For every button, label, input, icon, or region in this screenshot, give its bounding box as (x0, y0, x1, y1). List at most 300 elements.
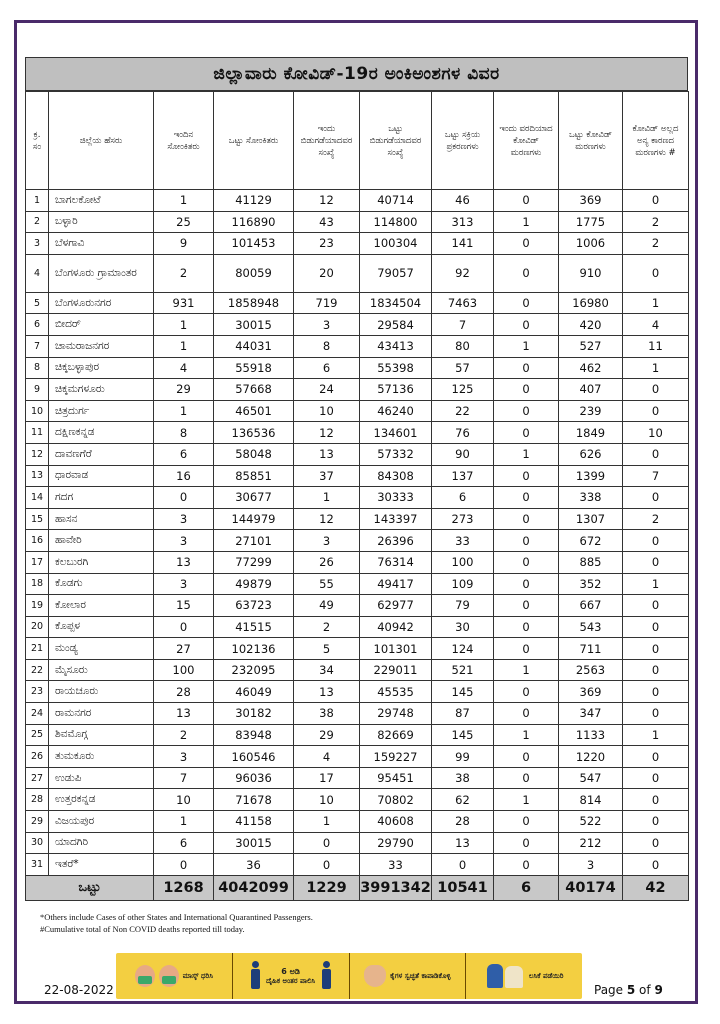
stat-cell: 352 (559, 573, 623, 595)
stat-cell: 57 (432, 357, 494, 379)
stat-cell: 49 (294, 595, 360, 617)
stat-cell: 0 (494, 703, 559, 725)
stat-cell: 46501 (214, 400, 294, 422)
stat-cell: 134601 (360, 422, 432, 444)
footnote-others: *Others include Cases of other States and International Quarantined Passengers. (40, 912, 313, 922)
stat-cell: 543 (559, 616, 623, 638)
stat-cell: 0 (494, 530, 559, 552)
table-row (26, 746, 689, 768)
stat-cell: 40608 (360, 811, 432, 833)
stat-cell: 124 (432, 638, 494, 660)
stat-cell: 10 (294, 789, 360, 811)
stat-cell: 672 (559, 530, 623, 552)
stat-cell: 49417 (360, 573, 432, 595)
stat-cell: 1 (494, 211, 559, 233)
stat-cell: 46240 (360, 400, 432, 422)
stat-cell: 0 (623, 638, 689, 660)
table-row (26, 487, 689, 509)
table-row (26, 551, 689, 573)
stat-cell: 0 (623, 767, 689, 789)
header-cell: ಇಂದು ಬಿಡುಗಡೆಯಾದವರ ಸಂಖ್ಯೆ (294, 92, 360, 190)
stat-cell: 667 (559, 595, 623, 617)
serial-number: 9 (26, 379, 49, 401)
table-row (26, 211, 689, 233)
stat-cell: 1775 (559, 211, 623, 233)
district-name: ಚಾಮರಾಜನಗರ (49, 335, 154, 357)
table-row (26, 443, 689, 465)
stat-cell: 100304 (360, 233, 432, 255)
stat-cell: 13 (432, 832, 494, 854)
total-cell: 42 (623, 875, 689, 900)
stat-cell: 55918 (214, 357, 294, 379)
stat-cell: 79057 (360, 254, 432, 292)
stat-cell: 0 (494, 508, 559, 530)
stat-cell: 55 (294, 573, 360, 595)
stat-cell: 0 (154, 487, 214, 509)
stat-cell: 2 (623, 233, 689, 255)
stat-cell: 10 (623, 422, 689, 444)
stat-cell: 3 (294, 314, 360, 336)
stat-cell: 1307 (559, 508, 623, 530)
stat-cell: 0 (494, 379, 559, 401)
stat-cell: 0 (494, 854, 559, 876)
total-pages: 9 (654, 983, 663, 997)
stat-cell: 101301 (360, 638, 432, 660)
stat-cell: 17 (294, 767, 360, 789)
page-title: ಜಿಲ್ಲಾವಾರು ಕೋವಿಡ್-19ರ ಅಂಕಿಅಂಶಗಳ ವಿವರ (25, 57, 688, 91)
table-row (26, 314, 689, 336)
stat-cell: 0 (494, 357, 559, 379)
stat-cell: 16 (154, 465, 214, 487)
stat-cell: 20 (294, 254, 360, 292)
mask-face-icon (159, 965, 179, 987)
stat-cell: 58048 (214, 443, 294, 465)
stat-cell: 1 (294, 811, 360, 833)
stat-cell: 159227 (360, 746, 432, 768)
vaccine-icon (485, 962, 525, 990)
district-name: ಧಾರವಾಡ (49, 465, 154, 487)
stat-cell: 13 (154, 703, 214, 725)
stat-cell: 313 (432, 211, 494, 233)
serial-number: 2 (26, 211, 49, 233)
stat-cell: 3 (154, 573, 214, 595)
banner-vaccine (465, 953, 582, 999)
stat-cell: 16980 (559, 292, 623, 314)
header-cell: ಕ್ರ. ಸಂ (26, 92, 49, 190)
stat-cell: 0 (494, 465, 559, 487)
stat-cell: 1849 (559, 422, 623, 444)
stat-cell: 30182 (214, 703, 294, 725)
district-name: ಚಿಕ್ಕಬಳ್ಳಾಪುರ (49, 357, 154, 379)
person-icon (319, 961, 333, 991)
serial-number: 3 (26, 233, 49, 255)
banner-mask-text: ಮಾಸ್ಕ್ ಧರಿಸಿ (182, 971, 213, 980)
stat-cell: 13 (294, 443, 360, 465)
stat-cell: 0 (623, 595, 689, 617)
stat-cell: 0 (494, 254, 559, 292)
district-name: ತುಮಕೂರು (49, 746, 154, 768)
stat-cell: 55398 (360, 357, 432, 379)
header-cell: ಒಟ್ಟು ಬಿಡುಗಡೆಯಾದವರ ಸಂಖ್ಯೆ (360, 92, 432, 190)
stat-cell: 527 (559, 335, 623, 357)
stat-cell: 0 (623, 551, 689, 573)
stat-cell: 7463 (432, 292, 494, 314)
stat-cell: 0 (623, 703, 689, 725)
stat-cell: 0 (294, 832, 360, 854)
footnotes (40, 911, 313, 935)
serial-number: 11 (26, 422, 49, 444)
stat-cell: 114800 (360, 211, 432, 233)
serial-number: 23 (26, 681, 49, 703)
table-row (26, 638, 689, 660)
stat-cell: 43 (294, 211, 360, 233)
stat-cell: 143397 (360, 508, 432, 530)
stat-cell: 41158 (214, 811, 294, 833)
total-cell: 1268 (154, 875, 214, 900)
stat-cell: 30015 (214, 314, 294, 336)
table-row (26, 811, 689, 833)
stat-cell: 273 (432, 508, 494, 530)
stat-cell: 27101 (214, 530, 294, 552)
serial-number: 25 (26, 724, 49, 746)
district-name: ಕಲಬುರಗಿ (49, 551, 154, 573)
table-row (26, 335, 689, 357)
stat-cell: 160546 (214, 746, 294, 768)
stat-cell: 28 (432, 811, 494, 833)
stat-cell: 45535 (360, 681, 432, 703)
table-row (26, 465, 689, 487)
stat-cell: 80059 (214, 254, 294, 292)
serial-number: 12 (26, 443, 49, 465)
stat-cell: 1 (623, 573, 689, 595)
stat-cell: 15 (154, 595, 214, 617)
serial-number: 27 (26, 767, 49, 789)
stat-cell: 63723 (214, 595, 294, 617)
stat-cell: 0 (623, 659, 689, 681)
stat-cell: 1 (494, 789, 559, 811)
table-row (26, 292, 689, 314)
district-name: ಶಿವಮೊಗ್ಗ (49, 724, 154, 746)
stat-cell: 30 (432, 616, 494, 638)
table-row (26, 832, 689, 854)
header-cell: ಕೋವಿಡ್ ಅಲ್ಲದ ಅನ್ಯ ಕಾರಣದ ಮರಣಗಳು # (623, 92, 689, 190)
serial-number: 18 (26, 573, 49, 595)
stat-cell: 0 (494, 422, 559, 444)
district-name: ಬಳ್ಳಾರಿ (49, 211, 154, 233)
stat-cell: 1 (154, 314, 214, 336)
stat-cell: 23 (294, 233, 360, 255)
stat-cell: 1 (154, 811, 214, 833)
stat-cell: 7 (154, 767, 214, 789)
stat-cell: 12 (294, 190, 360, 212)
stat-cell: 212 (559, 832, 623, 854)
current-page: 5 (626, 983, 636, 997)
district-name: ಉತ್ತರಕನ್ನಡ (49, 789, 154, 811)
serial-number: 26 (26, 746, 49, 768)
stat-cell: 4 (623, 314, 689, 336)
stat-cell: 85851 (214, 465, 294, 487)
stat-cell: 0 (494, 292, 559, 314)
table-row (26, 681, 689, 703)
stat-cell: 70802 (360, 789, 432, 811)
stat-cell: 22 (432, 400, 494, 422)
stat-cell: 0 (494, 681, 559, 703)
stat-cell: 1220 (559, 746, 623, 768)
stat-cell: 1 (154, 400, 214, 422)
district-name: ಮೈಸೂರು (49, 659, 154, 681)
stat-cell: 7 (623, 465, 689, 487)
stat-cell: 0 (494, 638, 559, 660)
stat-cell: 0 (494, 233, 559, 255)
district-stats-table (25, 91, 689, 901)
district-name: ಕೊಪ್ಪಳ (49, 616, 154, 638)
district-name: ಹಾವೇರಿ (49, 530, 154, 552)
stat-cell: 96036 (214, 767, 294, 789)
banner-mask (116, 953, 232, 999)
stat-cell: 0 (494, 767, 559, 789)
stat-cell: 1 (623, 357, 689, 379)
stat-cell: 1006 (559, 233, 623, 255)
stat-cell: 1 (494, 443, 559, 465)
stat-cell: 0 (494, 746, 559, 768)
serial-number: 29 (26, 811, 49, 833)
stat-cell: 1858948 (214, 292, 294, 314)
stat-cell: 2 (154, 254, 214, 292)
banner-hands-text: ಕೈಗಳ ಸ್ವಚ್ಛತೆ ಕಾಪಾಡಿಕೊಳ್ಳಿ (390, 971, 451, 980)
stat-cell: 3 (154, 746, 214, 768)
stat-cell: 407 (559, 379, 623, 401)
stat-cell: 0 (623, 789, 689, 811)
stat-cell: 3 (559, 854, 623, 876)
stat-cell: 4 (294, 746, 360, 768)
stat-cell: 43413 (360, 335, 432, 357)
header-cell: ಒಟ್ಟು ಸಕ್ರಿಯ ಪ್ರಕರಣಗಳು (432, 92, 494, 190)
table-row (26, 422, 689, 444)
district-name: ಬೆಳಗಾವಿ (49, 233, 154, 255)
stat-cell: 0 (623, 379, 689, 401)
stat-cell: 26396 (360, 530, 432, 552)
stat-cell: 522 (559, 811, 623, 833)
stat-cell: 6 (294, 357, 360, 379)
stat-cell: 13 (294, 681, 360, 703)
stat-cell: 57668 (214, 379, 294, 401)
stat-cell: 57136 (360, 379, 432, 401)
serial-number: 31 (26, 854, 49, 876)
stat-cell: 0 (494, 811, 559, 833)
district-name: ಉಡುಪಿ (49, 767, 154, 789)
table-row (26, 789, 689, 811)
stat-cell: 2 (623, 211, 689, 233)
stat-cell: 462 (559, 357, 623, 379)
stat-cell: 1399 (559, 465, 623, 487)
stat-cell: 62977 (360, 595, 432, 617)
stat-cell: 29 (294, 724, 360, 746)
stat-cell: 10 (154, 789, 214, 811)
stat-cell: 3 (154, 508, 214, 530)
stat-cell: 12 (294, 508, 360, 530)
stat-cell: 0 (623, 190, 689, 212)
total-row (26, 875, 689, 900)
hand-wash-icon (364, 965, 386, 987)
header-cell: ಇಂದು ವರದಿಯಾದ ಕೋವಿಡ್ ಮರಣಗಳು (494, 92, 559, 190)
district-name: ಮಂಡ್ಯ (49, 638, 154, 660)
serial-number: 1 (26, 190, 49, 212)
stat-cell: 101453 (214, 233, 294, 255)
stat-cell: 125 (432, 379, 494, 401)
serial-number: 16 (26, 530, 49, 552)
stat-cell: 0 (432, 854, 494, 876)
serial-number: 19 (26, 595, 49, 617)
stat-cell: 13 (154, 551, 214, 573)
stat-cell: 931 (154, 292, 214, 314)
stat-cell: 910 (559, 254, 623, 292)
stat-cell: 0 (494, 595, 559, 617)
stat-cell: 92 (432, 254, 494, 292)
serial-number: 20 (26, 616, 49, 638)
stat-cell: 0 (154, 854, 214, 876)
district-name: ವಿಜಯಪುರ (49, 811, 154, 833)
stat-cell: 8 (154, 422, 214, 444)
stat-cell: 719 (294, 292, 360, 314)
table-row (26, 703, 689, 725)
stat-cell: 0 (623, 681, 689, 703)
distance-measure: 6 ಅಡಿ (281, 966, 300, 976)
stat-cell: 77299 (214, 551, 294, 573)
stat-cell: 136536 (214, 422, 294, 444)
stat-cell: 711 (559, 638, 623, 660)
stat-cell: 99 (432, 746, 494, 768)
district-name: ಯಾದಗಿರಿ (49, 832, 154, 854)
table-header-row (26, 92, 689, 190)
stat-cell: 7 (432, 314, 494, 336)
district-name: ಚಿಕ್ಕಮಗಳೂರು (49, 379, 154, 401)
stat-cell: 29 (154, 379, 214, 401)
table-row (26, 595, 689, 617)
serial-number: 22 (26, 659, 49, 681)
stat-cell: 0 (494, 832, 559, 854)
stat-cell: 83948 (214, 724, 294, 746)
stat-cell: 347 (559, 703, 623, 725)
stat-cell: 36 (214, 854, 294, 876)
stat-cell: 0 (623, 811, 689, 833)
serial-number: 17 (26, 551, 49, 573)
table-row (26, 400, 689, 422)
stat-cell: 3 (294, 530, 360, 552)
stat-cell: 137 (432, 465, 494, 487)
stat-cell: 102136 (214, 638, 294, 660)
banner-vaccine-text: ಲಸಿಕೆ ಪಡೆಯಿರಿ (528, 971, 564, 980)
district-name: ಇತರೆ* (49, 854, 154, 876)
total-cell: 6 (494, 875, 559, 900)
district-name: ಹಾಸನ (49, 508, 154, 530)
total-label: ಒಟ್ಟು (26, 875, 154, 900)
stat-cell: 6 (432, 487, 494, 509)
stat-cell: 145 (432, 724, 494, 746)
stat-cell: 229011 (360, 659, 432, 681)
table-row (26, 573, 689, 595)
stat-cell: 33 (360, 854, 432, 876)
stat-cell: 9 (154, 233, 214, 255)
stat-cell: 0 (494, 551, 559, 573)
district-name: ದಕ್ಷಿಣಕನ್ನಡ (49, 422, 154, 444)
serial-number: 8 (26, 357, 49, 379)
stat-cell: 33 (432, 530, 494, 552)
page-number: Page 5 of 9 (594, 983, 663, 997)
stat-cell: 369 (559, 190, 623, 212)
stat-cell: 1834504 (360, 292, 432, 314)
stat-cell: 5 (294, 638, 360, 660)
serial-number: 4 (26, 254, 49, 292)
table-row (26, 508, 689, 530)
stat-cell: 0 (494, 190, 559, 212)
stat-cell: 232095 (214, 659, 294, 681)
stat-cell: 49879 (214, 573, 294, 595)
stat-cell: 0 (494, 314, 559, 336)
table-row (26, 767, 689, 789)
stat-cell: 80 (432, 335, 494, 357)
stat-cell: 1 (154, 190, 214, 212)
stat-cell: 6 (154, 832, 214, 854)
stat-cell: 3 (154, 530, 214, 552)
stat-cell: 11 (623, 335, 689, 357)
stat-cell: 814 (559, 789, 623, 811)
district-name: ರಾಯಚೂರು (49, 681, 154, 703)
stat-cell: 239 (559, 400, 623, 422)
stat-cell: 25 (154, 211, 214, 233)
table-row (26, 379, 689, 401)
stat-cell: 10 (294, 400, 360, 422)
stat-cell: 62 (432, 789, 494, 811)
stat-cell: 0 (154, 616, 214, 638)
district-name: ಬೀದರ್ (49, 314, 154, 336)
table-row (26, 190, 689, 212)
stat-cell: 0 (494, 616, 559, 638)
stat-cell: 26 (294, 551, 360, 573)
total-cell: 1229 (294, 875, 360, 900)
stat-cell: 100 (154, 659, 214, 681)
stat-cell: 1 (494, 335, 559, 357)
stat-cell: 1 (154, 335, 214, 357)
district-name: ಬೆಂಗಳೂರುನಗರ (49, 292, 154, 314)
total-cell: 40174 (559, 875, 623, 900)
stat-cell: 8 (294, 335, 360, 357)
table-row (26, 357, 689, 379)
stat-cell: 100 (432, 551, 494, 573)
table-row (26, 530, 689, 552)
stat-cell: 1 (294, 487, 360, 509)
stat-cell: 41515 (214, 616, 294, 638)
stat-cell: 6 (154, 443, 214, 465)
stat-cell: 84308 (360, 465, 432, 487)
total-cell: 10541 (432, 875, 494, 900)
stat-cell: 37 (294, 465, 360, 487)
total-cell: 3991342 (360, 875, 432, 900)
serial-number: 28 (26, 789, 49, 811)
stat-cell: 30333 (360, 487, 432, 509)
district-name: ರಾಮನಗರ (49, 703, 154, 725)
header-cell: ಜಿಲ್ಲೆಯ ಹೆಸರು (49, 92, 154, 190)
serial-number: 15 (26, 508, 49, 530)
stat-cell: 2 (623, 508, 689, 530)
stat-cell: 27 (154, 638, 214, 660)
stat-cell: 0 (623, 487, 689, 509)
report-date: 22-08-2022 (44, 983, 114, 997)
district-name: ಕೊಡಗು (49, 573, 154, 595)
stat-cell: 0 (494, 573, 559, 595)
banner-distance (232, 953, 349, 999)
banner-distance-text: ದೈಹಿಕ ಅಂತರ ಪಾಲಿಸಿ (266, 976, 316, 985)
header-cell: ಒಟ್ಟು ಕೋವಿಡ್ ಮರಣಗಳು (559, 92, 623, 190)
